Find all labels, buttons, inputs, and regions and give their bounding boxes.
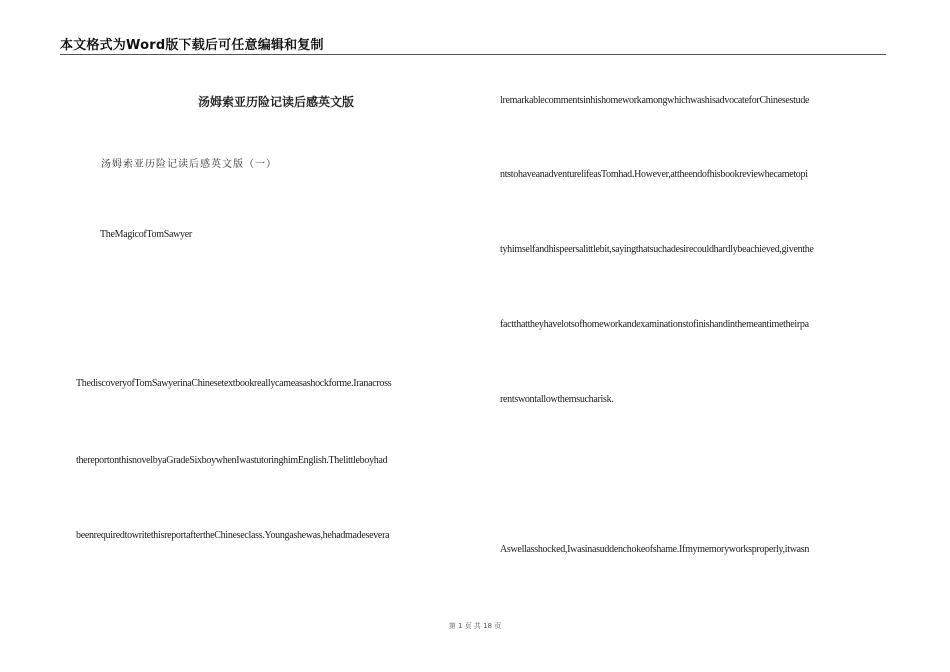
page-header <box>60 34 886 55</box>
body-line: lremarkablecommentsinhishomeworkamongwhichwashisadvocateforChinesestude <box>500 95 810 106</box>
page-footer: 第 1 页 共 18 页 <box>448 622 502 630</box>
body-line: ntstohaveanadventurelifeasTomhad.However,attheendofhisbookreviewhecametopi <box>500 169 808 180</box>
body-line: rentswontallowthemsucharisk. <box>500 394 614 405</box>
header-text: 本文格式为Word版下载后可任意编辑和复制 <box>60 38 324 53</box>
body-line: beenrequiredtowritethisreportaftertheChineseclass.Youngashewas,hehadmadesevera <box>76 530 390 541</box>
body-line: thereportonthisnovelbyaGradeSixboywhenIwastutoringhimEnglish.Thelittleboyhad <box>76 455 388 466</box>
body-line: TheMagicofTomSawyer <box>100 229 192 240</box>
body-line: tyhimselfandhispeersalittlebit,sayingthatsuchadesirecouldhardlybeachieved,giventhe <box>500 244 814 255</box>
body-line: factthattheyhavelotsofhomeworkandexaminationstofinishandinthemeantimetheirpa <box>500 319 809 330</box>
body-line: ThediscoveryofTomSawyerinaChinesetextbookreallycameasashockforme.Iranacross <box>76 378 392 389</box>
document-title: 汤姆索亚历险记读后感英文版 <box>197 95 354 109</box>
body-line: Aswellasshocked,Iwasinasuddenchokeofshame.Ifmymemoryworksproperly,itwasn <box>500 544 810 555</box>
document-subtitle: 汤姆索亚历险记读后感英文版（一） <box>101 159 277 170</box>
